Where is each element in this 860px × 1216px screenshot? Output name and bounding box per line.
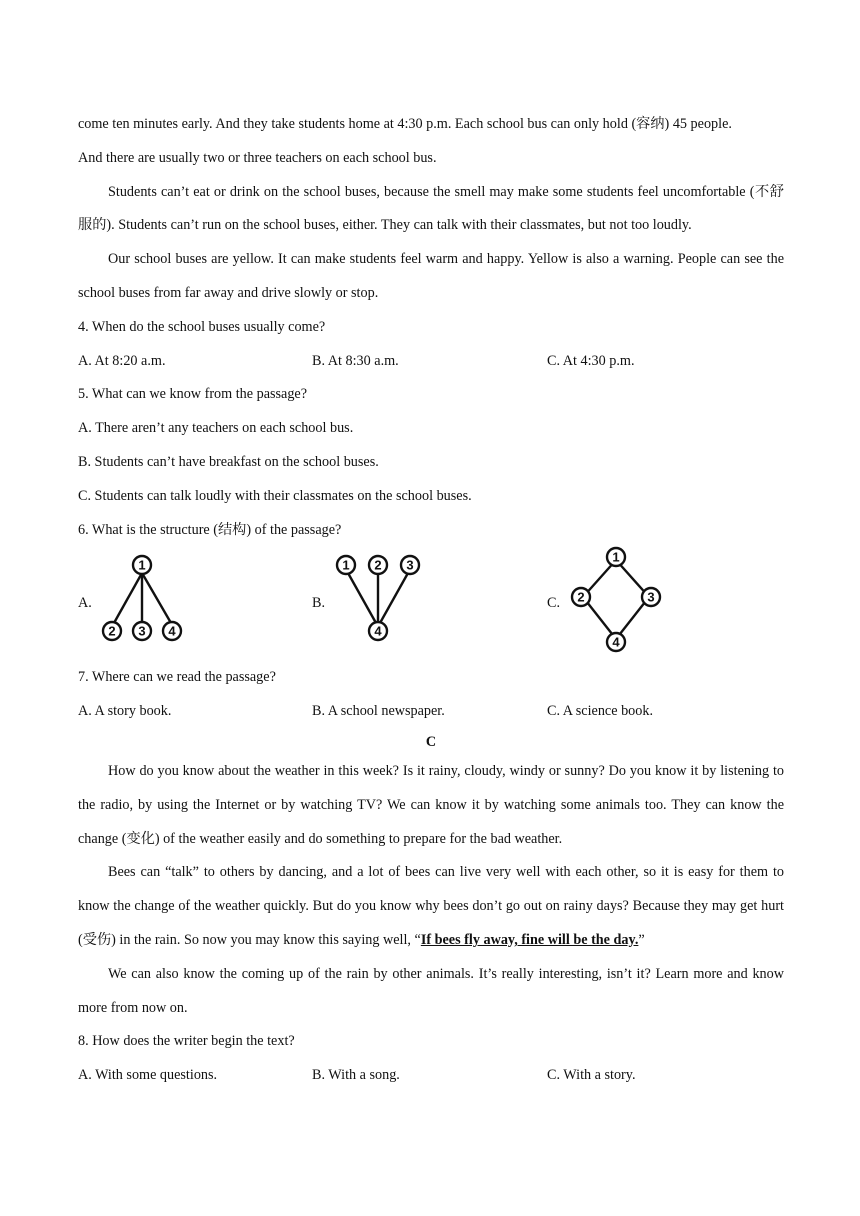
- question-7-options: [78, 695, 784, 729]
- svg-text:1: 1: [138, 557, 146, 573]
- option-b: B. At 8:30 a.m.: [312, 352, 399, 369]
- svg-text:4: 4: [374, 623, 382, 639]
- bee-saying: If bees fly away, fine will be the day.: [420, 931, 639, 948]
- passage-b-paragraph-1-line-1: come ten minutes early. And they take students home at 4:30 p.m. Each school bus can only hold (容纳) 45 people.: [78, 116, 732, 132]
- question-7: 7. Where can we read the passage?: [78, 669, 276, 686]
- structure-b-diagram: [332, 551, 422, 651]
- option-c: C. A science book.: [547, 703, 653, 720]
- node-3: [133, 622, 151, 640]
- svg-text:4: 4: [168, 623, 176, 639]
- svg-text:1: 1: [342, 557, 350, 573]
- node-1: [337, 556, 355, 574]
- svg-text:1: 1: [612, 549, 620, 565]
- node-3: [642, 588, 660, 606]
- option-a: A. There aren’t any teachers on each school bus.: [78, 420, 354, 437]
- node-1: [607, 548, 625, 566]
- node-2: [369, 556, 387, 574]
- passage-c-paragraph-2: [78, 856, 784, 957]
- passage-c-paragraph-1: How do you know about the weather in this week? Is it rainy, cloudy, windy or sunny? Do you know it by listening to the radio, by using the Internet or by watching TV? We can know it by watching some animals too. They can know the change (变化) of the weather easily and do something to prepare for the bad weather.: [78, 762, 784, 847]
- node-1: [133, 556, 151, 574]
- svg-text:3: 3: [647, 589, 655, 605]
- svg-text:2: 2: [577, 589, 585, 605]
- question-4: 4. When do the school buses usually come?: [78, 318, 326, 335]
- option-b: B. Students can’t have breakfast on the school buses.: [78, 453, 379, 470]
- diagram-c: [547, 549, 784, 661]
- svg-text:3: 3: [406, 557, 414, 573]
- passage-c-paragraph-3: We can also know the coming up of the rain by other animals. It’s really interesting, isn’t it? Learn more and know more from now on.: [78, 965, 784, 1016]
- document-page: [78, 108, 784, 1093]
- option-c: C. Students can talk loudly with their classmates on the school buses.: [78, 487, 472, 504]
- node-2: [103, 622, 121, 640]
- option-c-label: C.: [547, 595, 561, 612]
- passage-c-paragraph-2-text: Bees can “talk” to others by dancing, and a lot of bees can live very well with each other, so it is easy for them to know the change of the weather quickly. But do you know why bees don’t go out on rainy days? Because they may get hurt (受伤) in the rain. So now you may know this saying well, “: [78, 864, 784, 948]
- option-a: A. With some questions.: [78, 1067, 218, 1084]
- question-6: 6. What is the structure (结构) of the passage?: [78, 521, 342, 538]
- option-c: C. With a story.: [547, 1067, 636, 1084]
- structure-a-diagram: [98, 551, 188, 651]
- node-2: [572, 588, 590, 606]
- node-4: [369, 622, 387, 640]
- question-4-options: [78, 345, 784, 379]
- question-5: 5. What can we know from the passage?: [78, 386, 308, 403]
- node-4: [163, 622, 181, 640]
- structure-diagrams: [78, 549, 784, 661]
- question-8: 8. How does the writer begin the text?: [78, 1033, 295, 1050]
- option-a-label: A.: [78, 595, 92, 612]
- passage-b-paragraph-3: Our school buses are yellow. It can make students feel warm and happy. Yellow is also a warning. People can see the school buses from far away and drive slowly or stop.: [78, 251, 784, 301]
- node-3: [401, 556, 419, 574]
- passage-b-paragraph-2: Students can’t eat or drink on the school buses, because the smell may make some students feel uncomfortable (不舒服的). Students can’t run on the school buses, either. They can talk with their classmates, but not too loudly.: [78, 183, 784, 234]
- option-b: B. A school newspaper.: [312, 703, 445, 720]
- diagram-a: [78, 549, 312, 661]
- svg-text:3: 3: [138, 623, 146, 639]
- diagram-b: [312, 549, 547, 661]
- svg-text:4: 4: [612, 634, 620, 650]
- option-a: A. A story book.: [78, 703, 172, 720]
- option-c: C. At 4:30 p.m.: [547, 352, 635, 369]
- svg-text:2: 2: [374, 557, 382, 573]
- option-b: B. With a song.: [312, 1067, 400, 1084]
- closing-quote: ”: [638, 931, 645, 948]
- structure-c-diagram: [565, 545, 665, 655]
- question-8-options: [78, 1059, 784, 1093]
- passage-b-paragraph-1-line-2: And there are usually two or three teachers on each school bus.: [78, 149, 437, 166]
- option-b-label: B.: [312, 595, 326, 612]
- section-c-heading: C: [425, 733, 437, 750]
- option-a: A. At 8:20 a.m.: [78, 352, 166, 369]
- node-4: [607, 633, 625, 651]
- svg-text:2: 2: [108, 623, 116, 639]
